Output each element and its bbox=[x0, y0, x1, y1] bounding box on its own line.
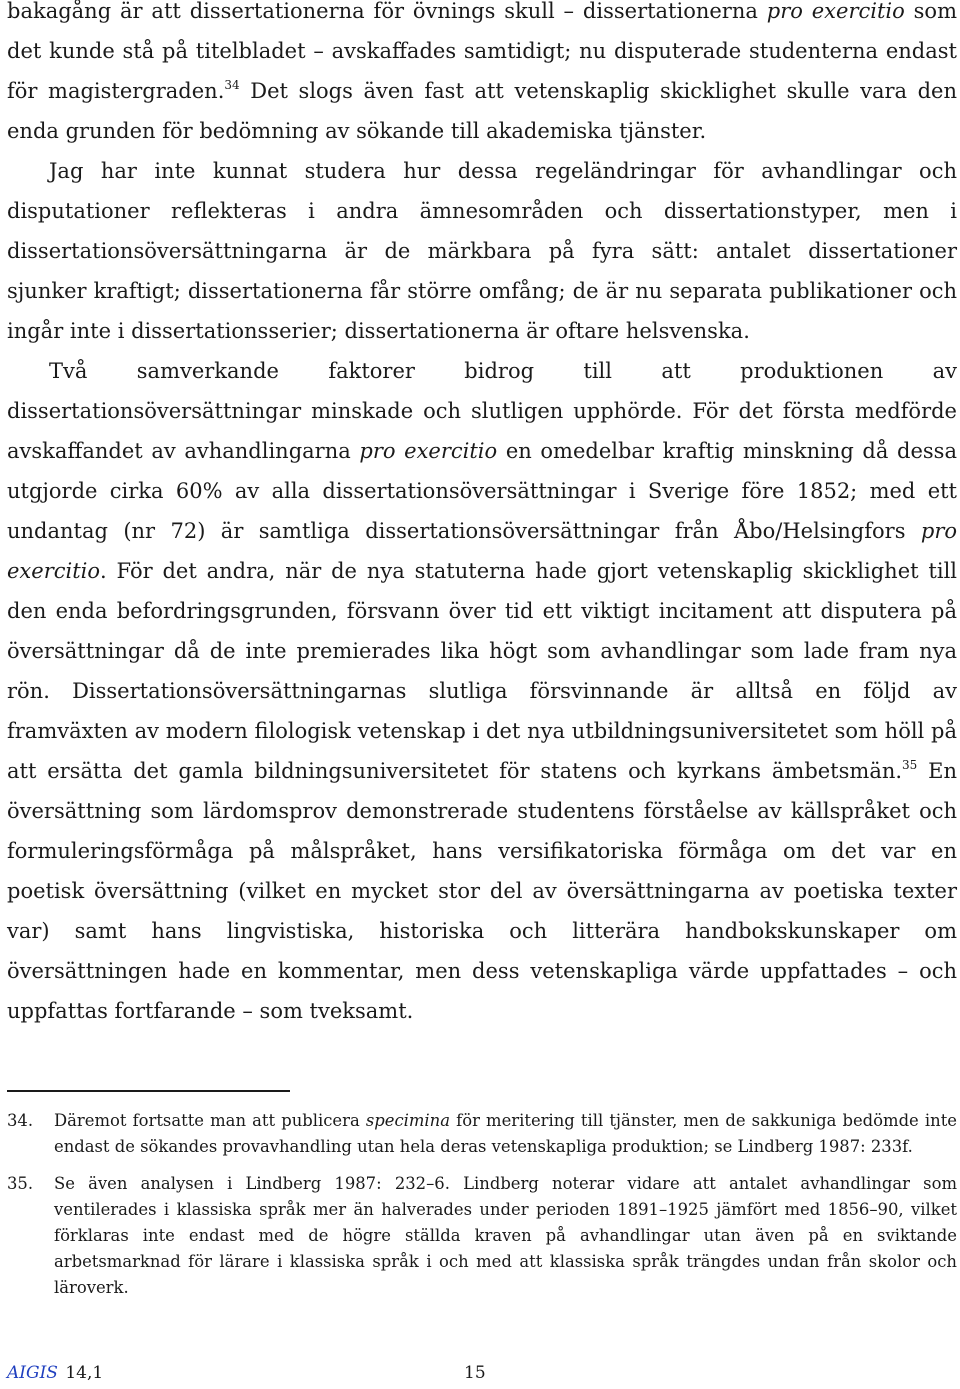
paragraph-1 bbox=[7, 0, 957, 151]
text-run: Jag har inte kunnat studera hur dessa regeländringar för avhandlingar och disputationer reflekteras i andra ämnesområden och dissertationstyper, men i dissertationsöversättningarna är de märkbara på fyra sätt: antalet dissertationer sjunker kraftigt; dissertationerna får större omfång; de är nu separata publikationer och ingår inte i dissertationsserier; dissertationerna är oftare helsvenska. bbox=[7, 159, 957, 343]
text-run: Se även analysen i Lindberg 1987: 232–6. Lindberg noterar vidare att antalet avhandlingar som ventilerades i klassiska språk mer än halverades under perioden 1891–1925 jämfört med 1856–90, vilket förklaras inte endast med de högre ställda kraven på avhandlingar utan även på en sviktande arbetsmarknad för lärare i klassiska språk i och med att klassiska språk trängdes undan från skolor och läroverk. bbox=[54, 1174, 957, 1297]
text-run: Däremot fortsatte man att publicera bbox=[54, 1111, 366, 1130]
journal-issue bbox=[60, 1363, 103, 1383]
footnote-34 bbox=[7, 1108, 957, 1160]
text-run: en omedelbar kraftig minskning då dessa utgjorde cirka 60% av alla dissertationsöversättningar i Sverige före 1852; med ett undantag (nr 72) är samtliga dissertationsöversättningar från Åbo/Helsingfors bbox=[7, 439, 957, 543]
page-footer bbox=[7, 1360, 957, 1386]
page-number: 15 bbox=[464, 1363, 486, 1383]
page-body bbox=[7, 0, 957, 1031]
journal-name-link[interactable]: AIGIS bbox=[7, 1363, 58, 1383]
footnote-separator bbox=[7, 1090, 290, 1092]
text-run: Det slogs även fast att vetenskaplig skicklighet skulle vara den enda grunden för bedömning av sökande till akademiska tjänster. bbox=[7, 79, 957, 143]
paragraph-2 bbox=[7, 151, 957, 351]
footnote-text bbox=[54, 1171, 957, 1301]
issue-number: 14,1 bbox=[65, 1363, 104, 1383]
footnote-35 bbox=[7, 1171, 957, 1301]
text-run: . För det andra, när de nya statuterna hade gjort vetenskaplig skicklighet till den enda befordringsgrunden, försvann över tid ett viktigt incitament att disputera på översättningar då de inte premierades lika högt som avhandlingar som lade fram nya rön. Dissertationsöversättningarnas slutliga försvinnande är alltså en följd av framväxten av modern filologisk vetenskap i det nya utbildningsuniversitetet som höll på att ersätta det gamla bildningsuniversitetet för statens och kyrkans ämbetsmän. bbox=[7, 559, 957, 783]
text-run: Två samverkande faktorer bidrog till att produktionen av dissertationsöversättningar minskade och slutligen upphörde. För det första medförde avskaffandet av avhandlingarna bbox=[7, 359, 957, 463]
text-run: En översättning som lärdomsprov demonstrerade studentens förståelse av källspråket och formuleringsförmåga på målspråket, hans versifikatoriska förmåga om det var en poetisk översättning (vilket en mycket stor del av översättningarna av poetiska texter var) samt hans lingvistiska, historiska och litterära handbokskunskaper om översättningen hade en kommentar, men dess vetenskapliga värde uppfattades – och uppfattas fortfarande – som tveksamt. bbox=[7, 759, 958, 1023]
text-run: som det kunde stå på titelbladet – avskaffades samtidigt; nu disputerade studenterna endast för magistergraden. bbox=[7, 0, 957, 103]
text-run: för meritering till tjänster, men de sakkuniga bedömde inte endast de sökandes provavhandling utan hela deras vetenskapliga produktion; se Lindberg 1987: 233f. bbox=[54, 1111, 957, 1156]
footnotes bbox=[7, 1108, 957, 1312]
italic-run: pro exercitio bbox=[359, 439, 498, 463]
paragraph-3 bbox=[7, 351, 957, 1031]
footnote-ref-35[interactable]: 35 bbox=[902, 758, 918, 772]
italic-run: specimina bbox=[365, 1111, 450, 1130]
footnote-ref-34[interactable]: 34 bbox=[224, 78, 240, 92]
text-run: bakagång är att dissertationerna för övnings skull – dissertationerna bbox=[7, 0, 767, 23]
footnote-number: 35. bbox=[7, 1174, 34, 1193]
footnote-number: 34. bbox=[7, 1111, 34, 1130]
italic-run: pro exercitio bbox=[7, 519, 957, 583]
main-text bbox=[7, 0, 957, 1031]
footnote-text bbox=[54, 1108, 957, 1160]
italic-run: pro exercitio bbox=[766, 0, 905, 23]
